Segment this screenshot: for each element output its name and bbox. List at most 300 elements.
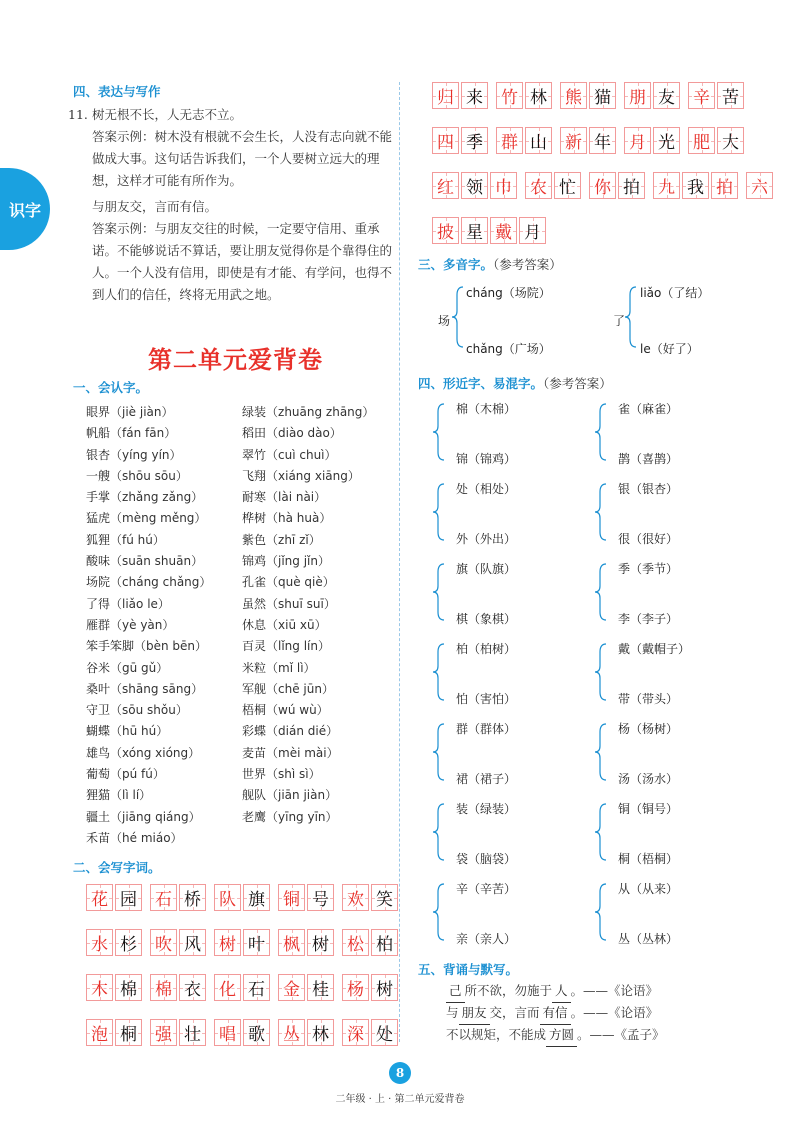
char-cell (86, 929, 113, 956)
char: 九 (658, 178, 675, 198)
char: 山 (530, 133, 547, 153)
vocab-item (86, 466, 211, 487)
similar-char: 辛（辛苦） (456, 882, 517, 896)
similar-char: 带（带头） (618, 692, 679, 706)
char: 树 (219, 935, 236, 955)
vocab-word: 疆土 (86, 809, 111, 824)
similar-char: 柏（柏树） (456, 642, 517, 656)
vocab-word: 雁群 (86, 617, 111, 632)
similar-char: 棉（木棉） (456, 402, 517, 416)
side-tab-literacy: 识字 (0, 168, 50, 250)
char: 歌 (248, 1025, 265, 1045)
polyphone-1-a: cháng（场院） (466, 286, 551, 300)
char-cell (711, 172, 738, 199)
char-cell (589, 127, 616, 154)
brace-icon (432, 402, 446, 466)
char-cell (653, 82, 680, 109)
char-cell (278, 974, 305, 1001)
vocab-pinyin: （sōu shǒu） (110, 703, 188, 718)
char: 石 (155, 890, 172, 910)
similar-char: 处（相处） (456, 482, 517, 496)
vocab-item (242, 721, 374, 742)
char-cell (342, 884, 369, 911)
char: 林 (312, 1025, 329, 1045)
vocab-item (242, 530, 374, 551)
vocab-word: 雄鸟 (86, 745, 111, 760)
recite-line (446, 1002, 658, 1025)
char-cell (589, 82, 616, 109)
char-cell (179, 974, 206, 1001)
vocab-word: 米粒 (242, 660, 267, 675)
char-cell (432, 82, 459, 109)
char: 红 (437, 178, 454, 198)
brace-icon (594, 642, 608, 706)
vocab-pinyin: （jiāng qiáng） (110, 809, 201, 824)
recite-text: 与 (446, 1005, 459, 1020)
brace-icon (432, 562, 446, 626)
vocab-pinyin: （hū hú） (110, 724, 169, 739)
write-word (86, 1019, 142, 1046)
section-5-title: 五、背诵与默写。 (418, 962, 519, 977)
char: 唱 (219, 1025, 236, 1045)
vocab-column-2 (242, 402, 374, 828)
char: 归 (437, 88, 454, 108)
recite-text: 所不欲，勿施于 (464, 983, 553, 998)
char-cell (717, 82, 744, 109)
char: 季 (466, 133, 483, 153)
similar-char: 棋（象棋） (456, 612, 517, 626)
write-word (560, 82, 616, 109)
write-word (86, 929, 142, 956)
recite-blank: 方圆 (546, 1024, 577, 1047)
vocab-pinyin: （zhǎng zǎng） (110, 490, 204, 505)
char: 强 (155, 1025, 172, 1045)
vocab-word: 笨手笨脚 (86, 639, 135, 654)
char: 欢 (347, 890, 364, 910)
brace-icon (594, 802, 608, 866)
char: 六 (751, 178, 768, 198)
vocab-word: 场院 (86, 575, 111, 590)
char-cell (624, 127, 651, 154)
char-cell (589, 172, 616, 199)
vocab-pinyin: （fán fān） (110, 426, 177, 441)
char-cell (243, 884, 270, 911)
similar-char: 袋（脑袋） (456, 852, 517, 866)
write-word (688, 82, 744, 109)
char-cell (688, 82, 715, 109)
section-4b-title (418, 374, 612, 392)
vocab-item (86, 721, 211, 742)
write-word (653, 172, 738, 199)
char: 拍 (716, 178, 733, 198)
write-word (342, 1019, 398, 1046)
vocab-word: 翠竹 (242, 447, 267, 462)
char-cell (342, 974, 369, 1001)
vocab-pinyin: （pú fú） (110, 767, 165, 782)
char-cell (717, 127, 744, 154)
vocab-item (86, 658, 211, 679)
brace-icon (451, 285, 465, 349)
vocab-pinyin: （shōu sōu） (110, 468, 188, 483)
char-cell (682, 172, 709, 199)
vocab-item (86, 530, 211, 551)
recite-source: 。——《论语》 (570, 983, 659, 998)
vocab-pinyin: （cháng chǎng） (110, 575, 212, 590)
char: 杉 (120, 935, 137, 955)
write-word (432, 172, 517, 199)
vocab-word: 一艘 (86, 468, 111, 483)
vocab-item (86, 423, 211, 444)
vocab-pinyin: （liǎo le） (110, 596, 170, 611)
char: 队 (219, 890, 236, 910)
vocab-pinyin: （suān shuān） (110, 554, 204, 569)
char: 壮 (184, 1025, 201, 1045)
similar-char: 汤（汤水） (618, 772, 679, 786)
vocab-word: 军舰 (242, 681, 267, 696)
write-word (278, 1019, 334, 1046)
similar-char: 杨（杨树） (618, 722, 679, 736)
vocab-pinyin: （shāng sāng） (110, 681, 204, 696)
vocab-item (242, 807, 374, 828)
vocab-word: 梧桐 (242, 703, 267, 718)
similar-char: 装（绿装） (456, 802, 517, 816)
char-cell (307, 884, 334, 911)
char: 猫 (594, 88, 611, 108)
char: 我 (687, 178, 704, 198)
vocab-word: 飞翔 (242, 468, 267, 483)
write-word (589, 172, 645, 199)
char-cell (150, 974, 177, 1001)
char: 水 (91, 935, 108, 955)
polyphone-2-a: liǎo（了结） (640, 286, 710, 300)
char: 熊 (565, 88, 582, 108)
vocab-word: 锦鸡 (242, 554, 267, 569)
char-cell (746, 172, 773, 199)
vocab-pinyin: （shuī suī） (266, 596, 336, 611)
write-word (278, 884, 334, 911)
char-cell (490, 172, 517, 199)
char: 笑 (376, 890, 393, 910)
char-cell (243, 1019, 270, 1046)
char: 群 (501, 133, 518, 153)
vocab-word: 稻田 (242, 426, 267, 441)
similar-char: 李（李子） (618, 612, 679, 626)
char: 棉 (120, 980, 137, 1000)
char: 友 (658, 88, 675, 108)
vocab-word: 帆船 (86, 426, 111, 441)
write-word (86, 974, 142, 1001)
char-cell (115, 974, 142, 1001)
char: 桂 (312, 980, 329, 1000)
vocab-item (242, 402, 374, 423)
recite-blank: 朋友 (459, 1002, 490, 1025)
char-cell (214, 884, 241, 911)
vocab-item (242, 700, 374, 721)
vocab-word: 禾苗 (86, 830, 111, 845)
vocab-item (242, 658, 374, 679)
vocab-word: 舰队 (242, 788, 267, 803)
vocab-item (242, 679, 374, 700)
char-cell (278, 1019, 305, 1046)
vocab-item (242, 636, 374, 657)
vocab-pinyin: （mǐ lì） (266, 660, 316, 675)
vocab-word: 守卫 (86, 703, 111, 718)
vocab-item (242, 615, 374, 636)
char: 深 (347, 1025, 364, 1045)
char: 丛 (283, 1025, 300, 1045)
char: 月 (524, 223, 541, 243)
vocab-pinyin: （què qiè） (266, 575, 335, 590)
brace-icon (432, 642, 446, 706)
char-cell (179, 884, 206, 911)
char: 柏 (376, 935, 393, 955)
section-4-title: 四、表达与写作 (73, 84, 161, 99)
write-word (496, 82, 552, 109)
write-word (214, 974, 270, 1001)
char-cell (179, 929, 206, 956)
char: 四 (437, 133, 454, 153)
vocab-item (86, 636, 211, 657)
recite-line (446, 980, 658, 1003)
brace-icon (594, 402, 608, 466)
char-cell (525, 172, 552, 199)
vocab-pinyin: （yè yàn） (110, 617, 175, 632)
write-word (624, 82, 680, 109)
vocab-pinyin: （hà huà） (266, 511, 332, 526)
char: 忙 (559, 178, 576, 198)
char: 木 (91, 980, 108, 1000)
brace-icon (432, 722, 446, 786)
char-cell (86, 1019, 113, 1046)
similar-char: 季（季节） (618, 562, 679, 576)
q11-sentence-b: 与朋友交，言而有信。 (92, 199, 218, 214)
char-cell (342, 1019, 369, 1046)
vocab-word: 老鹰 (242, 809, 267, 824)
write-word (560, 127, 616, 154)
similar-char: 戴（戴帽子） (618, 642, 691, 656)
section-3-hint: （参考答案） (493, 257, 562, 272)
q11-number: 11. (68, 107, 88, 122)
char-cell (342, 929, 369, 956)
char-cell (115, 884, 142, 911)
char-cell (432, 127, 459, 154)
recite-source: 。——《论语》 (570, 1005, 659, 1020)
recite-source: 。——《孟子》 (577, 1027, 665, 1042)
vocab-pinyin: （jiè jiàn） (110, 405, 174, 419)
char: 吹 (155, 935, 172, 955)
vocab-column-1 (86, 402, 211, 849)
write-word (746, 172, 773, 199)
char-cell (150, 884, 177, 911)
char: 肥 (693, 133, 710, 153)
char: 辛 (693, 88, 710, 108)
write-word (342, 929, 398, 956)
vocab-pinyin: （hé miáo） (110, 830, 183, 845)
vocab-word: 休息 (242, 617, 267, 632)
vocab-word: 手掌 (86, 490, 111, 505)
char-cell (243, 929, 270, 956)
char-cell (371, 929, 398, 956)
char: 花 (91, 890, 108, 910)
char-cell (653, 172, 680, 199)
vocab-item (242, 785, 374, 806)
vocab-word: 了得 (86, 596, 111, 611)
char-cell (624, 82, 651, 109)
char: 棉 (155, 980, 172, 1000)
char: 年 (594, 133, 611, 153)
char: 处 (376, 1025, 393, 1045)
vocab-item (242, 466, 374, 487)
vocab-item (86, 402, 211, 423)
vocab-item (86, 551, 211, 572)
vocab-pinyin: （mèng měng） (110, 511, 207, 526)
vocab-word: 狸猫 (86, 788, 111, 803)
write-word (214, 929, 270, 956)
char: 你 (594, 178, 611, 198)
char-cell (86, 884, 113, 911)
similar-char: 银（银杏） (618, 482, 679, 496)
char-cell (115, 1019, 142, 1046)
write-word (688, 127, 744, 154)
footer: 二年级 · 上 · 第二单元爱背卷 (335, 1094, 465, 1105)
brace-icon (432, 802, 446, 866)
brace-icon (624, 285, 638, 349)
polyphone-2-b: le（好了） (640, 342, 699, 356)
char-cell (461, 217, 488, 244)
char: 泡 (91, 1025, 108, 1045)
char: 领 (466, 178, 483, 198)
brace-icon (594, 882, 608, 946)
char-cell (115, 929, 142, 956)
char: 松 (347, 935, 364, 955)
similar-char: 丛（丛林） (618, 932, 679, 946)
recite-blank: 己 (446, 980, 465, 1003)
brace-icon (432, 482, 446, 546)
char-cell (525, 82, 552, 109)
section-4b-hint: （参考答案） (543, 376, 612, 391)
vocab-item (86, 700, 211, 721)
write-word (432, 217, 546, 244)
vocab-item (86, 445, 211, 466)
vocab-pinyin: （wú wù） (266, 703, 329, 718)
char: 树 (312, 935, 329, 955)
section-3-label: 三、多音字。 (418, 257, 494, 272)
section-3-title (418, 255, 562, 273)
vocab-pinyin: （yīng yīn） (266, 809, 338, 824)
brace-icon (594, 722, 608, 786)
q11-answer-a: 答案示例：树木没有根就不会生长，人没有志向就不能做成大事。这句话告诉我们，一个人要树立远大的理想，这样才可能有所作为。 (92, 129, 393, 188)
char: 金 (283, 980, 300, 1000)
char-cell (461, 172, 488, 199)
char-cell (496, 82, 523, 109)
char-cell (618, 172, 645, 199)
vocab-item (86, 743, 211, 764)
vocab-item (86, 679, 211, 700)
char: 来 (466, 88, 483, 108)
char: 大 (722, 133, 739, 153)
char: 披 (437, 223, 454, 243)
column-divider (399, 82, 400, 1042)
similar-char: 雀（麻雀） (618, 402, 679, 416)
char-cell (179, 1019, 206, 1046)
vocab-word: 谷米 (86, 660, 111, 675)
vocab-word: 桑叶 (86, 681, 111, 696)
char: 新 (565, 133, 582, 153)
char: 杨 (347, 980, 364, 1000)
vocab-pinyin: （diào dào） (266, 426, 342, 441)
similar-char: 很（很好） (618, 532, 679, 546)
char-cell (214, 929, 241, 956)
char: 月 (629, 133, 646, 153)
similar-char: 从（从来） (618, 882, 679, 896)
write-word (214, 1019, 270, 1046)
char: 光 (658, 133, 675, 153)
char-cell (560, 82, 587, 109)
char: 朋 (629, 88, 646, 108)
section-2-title: 二、会写字词。 (73, 860, 161, 875)
char: 巾 (495, 178, 512, 198)
vocab-item (86, 828, 211, 849)
char: 枫 (283, 935, 300, 955)
write-word (278, 929, 334, 956)
char: 林 (530, 88, 547, 108)
vocab-item (242, 764, 374, 785)
vocab-word: 绿装 (242, 405, 267, 419)
char: 旗 (248, 890, 265, 910)
vocab-word: 猛虎 (86, 511, 111, 526)
vocab-word: 耐寒 (242, 490, 267, 505)
write-word (432, 82, 488, 109)
char-cell (371, 1019, 398, 1046)
char: 叶 (248, 935, 265, 955)
similar-char: 旗（队旗） (456, 562, 517, 576)
write-word (525, 172, 581, 199)
brace-icon (594, 562, 608, 626)
vocab-pinyin: （xiū xū） (266, 617, 327, 632)
vocab-item (86, 508, 211, 529)
char-cell (432, 172, 459, 199)
write-word (150, 929, 206, 956)
char: 树 (376, 980, 393, 1000)
char-cell (307, 1019, 334, 1046)
write-word (496, 127, 552, 154)
char: 拍 (623, 178, 640, 198)
vocab-word: 孔雀 (242, 575, 267, 590)
vocab-pinyin: （lǐng lín） (266, 639, 330, 654)
char: 农 (530, 178, 547, 198)
vocab-item (242, 423, 374, 444)
char-cell (150, 1019, 177, 1046)
char: 铜 (283, 890, 300, 910)
char: 号 (312, 890, 329, 910)
vocab-item (242, 594, 374, 615)
vocab-item (242, 508, 374, 529)
char: 星 (466, 223, 483, 243)
vocab-item (242, 743, 374, 764)
char: 戴 (495, 223, 512, 243)
vocab-pinyin: （bèn bēn） (134, 639, 208, 654)
char-cell (86, 974, 113, 1001)
write-word (150, 974, 206, 1001)
vocab-word: 狐狸 (86, 532, 111, 547)
vocab-item (86, 615, 211, 636)
vocab-word: 紫色 (242, 532, 267, 547)
vocab-pinyin: （fú hú） (110, 532, 165, 547)
char: 桐 (120, 1025, 137, 1045)
similar-char: 鹊（喜鹊） (618, 452, 679, 466)
vocab-word: 银杏 (86, 447, 111, 462)
vocab-item (86, 807, 211, 828)
